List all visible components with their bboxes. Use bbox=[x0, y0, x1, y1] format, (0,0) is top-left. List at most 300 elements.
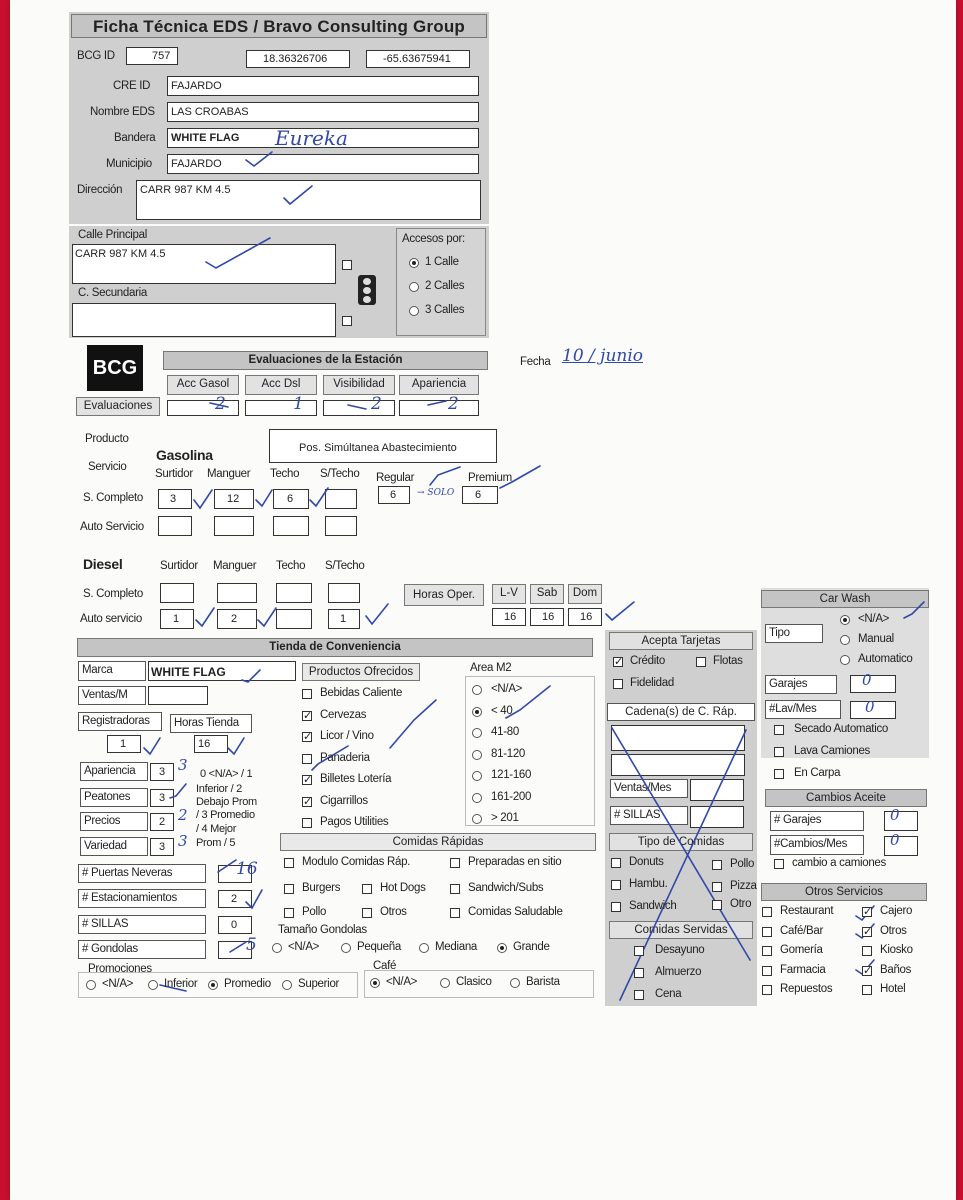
comida-otros-checkbox[interactable] bbox=[362, 908, 372, 918]
otros-repuestos-label: Repuestos bbox=[780, 983, 833, 995]
gondolas-label: # Gondolas bbox=[78, 940, 206, 959]
marca-field[interactable] bbox=[148, 661, 296, 681]
horas-dom-field[interactable] bbox=[568, 608, 602, 626]
bcg-id-value: 757 bbox=[152, 50, 171, 62]
regular-label: Regular bbox=[376, 472, 415, 484]
tipo-sandwich-checkbox[interactable] bbox=[611, 902, 621, 912]
tipo-otro-checkbox[interactable] bbox=[712, 900, 722, 910]
bcg-id-field[interactable] bbox=[126, 47, 178, 65]
calle-secundaria-label: C. Secundaria bbox=[78, 287, 147, 299]
area-option-7: > 201 bbox=[491, 812, 519, 824]
camiones-checkbox[interactable] bbox=[774, 859, 784, 869]
otros-caf-bar-checkbox[interactable] bbox=[762, 927, 772, 937]
tipo-donuts-label: Donuts bbox=[629, 856, 664, 868]
flotas-label: Flotas bbox=[713, 655, 743, 667]
tarjetas-header: Acepta Tarjetas bbox=[609, 632, 753, 650]
carwash-option-3: Automatico bbox=[858, 653, 913, 665]
comida-comidas-saludable-checkbox[interactable] bbox=[450, 908, 460, 918]
comida-modulo-comidas-r-p-label: Modulo Comidas Ráp. bbox=[302, 856, 411, 868]
peatones-label: Peatones bbox=[80, 788, 148, 807]
diesel-col-stecho: S/Techo bbox=[325, 560, 365, 572]
fidelidad-checkbox[interactable] bbox=[613, 679, 623, 689]
comida-hot-dogs-checkbox[interactable] bbox=[362, 884, 372, 894]
otros-kiosko-label: Kiosko bbox=[880, 944, 913, 956]
flotas-checkbox[interactable] bbox=[696, 657, 706, 667]
comida-otros-label: Otros bbox=[380, 906, 407, 918]
tipo-pizza-checkbox[interactable] bbox=[712, 882, 722, 892]
servida-cena-label: Cena bbox=[655, 988, 682, 1000]
diesel-techo-field[interactable] bbox=[276, 583, 312, 603]
estacionamientos-value: 2 bbox=[231, 893, 238, 905]
horas-dom-value: 16 bbox=[580, 611, 593, 623]
gas-stecho-field[interactable] bbox=[325, 489, 357, 509]
calle-principal-field[interactable] bbox=[72, 244, 336, 284]
regular-field[interactable] bbox=[378, 486, 410, 504]
gas-manguer-value: 12 bbox=[227, 493, 240, 505]
registradoras-field[interactable] bbox=[107, 735, 141, 753]
tipo-hambu-checkbox[interactable] bbox=[611, 880, 621, 890]
check-mark bbox=[390, 700, 436, 748]
municipio-value: FAJARDO bbox=[171, 158, 222, 170]
producto-billetes-loter-a-label: Billetes Lotería bbox=[320, 773, 392, 785]
cadenas-field-1[interactable] bbox=[611, 725, 745, 751]
area-radio-3[interactable] bbox=[472, 728, 482, 738]
tamano-option-4: Grande bbox=[513, 941, 550, 953]
fecha-value: 10 / junio bbox=[562, 346, 644, 366]
check-mark bbox=[366, 604, 388, 624]
otros-ba-os-checkbox[interactable]: ✓ bbox=[863, 964, 873, 977]
gas-surtidor-field[interactable] bbox=[158, 489, 192, 509]
premium-value: 6 bbox=[475, 489, 482, 501]
area-radio-4[interactable] bbox=[472, 750, 482, 760]
servida-desayuno-label: Desayuno bbox=[655, 944, 705, 956]
diesel-auto-techo-field[interactable] bbox=[276, 609, 312, 629]
diesel-auto-manguer-field[interactable] bbox=[217, 609, 257, 629]
area-radio-1[interactable] bbox=[472, 685, 482, 695]
horas-sab-field[interactable] bbox=[530, 608, 564, 626]
tamano-option-3: Mediana bbox=[435, 941, 478, 953]
carwash-en-carpa-label: En Carpa bbox=[794, 767, 841, 779]
gasolina-heading: Gasolina bbox=[156, 447, 213, 463]
apariencia-field[interactable] bbox=[150, 763, 174, 781]
gondolas-value: 5 bbox=[246, 935, 257, 955]
evaluaciones-button[interactable]: Evaluaciones bbox=[76, 397, 160, 416]
producto-licor-vino-checkbox[interactable]: ✓ bbox=[303, 731, 313, 743]
diesel-surtidor-field[interactable] bbox=[160, 583, 194, 603]
diesel-s-completo-label: S. Completo bbox=[83, 588, 143, 600]
bandera-value: WHITE FLAG bbox=[171, 132, 240, 144]
calle-principal-value: CARR 987 KM 4.5 bbox=[75, 248, 166, 260]
calle-secundaria-field[interactable] bbox=[72, 303, 336, 337]
otros-cajero-label: Cajero bbox=[880, 905, 913, 917]
gas-col-manguer: Manguer bbox=[207, 468, 251, 480]
check-mark bbox=[194, 490, 212, 508]
horas-lv-value: 16 bbox=[504, 611, 517, 623]
eval-visibilidad-value: 2 bbox=[371, 394, 382, 414]
carwash-lava-camiones-checkbox[interactable] bbox=[774, 747, 784, 757]
peatones-value: 3 bbox=[159, 792, 166, 804]
carwash-garajes-field[interactable] bbox=[850, 675, 896, 693]
check-mark bbox=[256, 490, 272, 506]
gas-auto-manguer-field[interactable] bbox=[214, 516, 254, 536]
area-option-4: 81-120 bbox=[491, 747, 526, 760]
servida-cena-checkbox[interactable] bbox=[634, 990, 644, 1000]
sillas-field[interactable] bbox=[218, 916, 252, 934]
cafe-option-1: <N/A> bbox=[386, 976, 418, 988]
area-radio-7[interactable] bbox=[472, 814, 482, 824]
gas-col-stecho: S/Techo bbox=[320, 468, 360, 480]
gas-manguer-field[interactable] bbox=[214, 489, 254, 509]
comida-sandwich-subs-checkbox[interactable] bbox=[450, 884, 460, 894]
cafe-option-2: Clasico bbox=[456, 976, 492, 988]
cambios-garajes-value: 0 bbox=[890, 806, 900, 824]
otros-repuestos-checkbox[interactable] bbox=[762, 985, 772, 995]
otros-header: Otros Servicios bbox=[761, 883, 927, 901]
sillas-label: # SILLAS bbox=[78, 915, 206, 934]
producto-licor-vino-label: Licor / Vino bbox=[320, 730, 374, 742]
cambios-garajes-label: # Garajes bbox=[770, 811, 864, 831]
regular-value: 6 bbox=[390, 489, 397, 501]
gas-auto-stecho-field[interactable] bbox=[325, 516, 357, 536]
cre-id-label: CRE ID bbox=[113, 80, 151, 92]
gas-techo-field[interactable] bbox=[273, 489, 309, 509]
promo-option-1: <N/A> bbox=[102, 978, 134, 990]
lav-mes-value: 0 bbox=[865, 698, 875, 716]
gas-auto-surtidor-field[interactable] bbox=[158, 516, 192, 536]
diesel-heading: Diesel bbox=[83, 556, 123, 572]
evaluaciones-title: Evaluaciones de la Estación bbox=[163, 351, 488, 370]
longitude-field[interactable] bbox=[366, 50, 470, 68]
cambios-mes-value: 0 bbox=[890, 831, 900, 849]
eval-visibilidad-field[interactable] bbox=[323, 400, 395, 416]
premium-field[interactable] bbox=[462, 486, 498, 504]
otros-otros-label: Otros bbox=[880, 924, 907, 937]
promo-radio-3[interactable] bbox=[208, 980, 218, 990]
fecha-label: Fecha bbox=[520, 356, 551, 368]
servida-almuerzo-checkbox[interactable] bbox=[634, 968, 644, 978]
otros-hotel-checkbox[interactable] bbox=[862, 985, 872, 995]
comidas-servidas-header: Comidas Servidas bbox=[609, 921, 753, 939]
check-mark bbox=[228, 738, 244, 754]
producto-cervezas-label: Cervezas bbox=[320, 708, 367, 721]
carwash-radio-1[interactable] bbox=[840, 615, 850, 625]
form-title: Ficha Técnica EDS / Bravo Consulting Group bbox=[71, 14, 487, 38]
carwash-tipo-label: Tipo bbox=[765, 624, 823, 643]
check-mark bbox=[144, 738, 160, 754]
cadenas-header: Cadena(s) de C. Ráp. bbox=[607, 703, 755, 721]
gas-surtidor-value: 3 bbox=[170, 493, 177, 505]
diesel-col-surtidor: Surtidor bbox=[160, 560, 198, 572]
cadenas-field-2[interactable] bbox=[611, 754, 745, 776]
otros-cajero-checkbox[interactable]: ✓ bbox=[863, 906, 873, 918]
carwash-radio-3[interactable] bbox=[840, 655, 850, 665]
apariencia-handwritten: 3 bbox=[178, 756, 188, 774]
lav-mes-label: #Lav/Mes bbox=[765, 700, 841, 719]
cafe-label: Café bbox=[373, 960, 397, 972]
carwash-garajes-label: Garajes bbox=[765, 675, 837, 694]
promo-option-3: Promedio bbox=[224, 978, 271, 990]
tipo-otro-label: Otro bbox=[730, 898, 752, 910]
puertas-value: 16 bbox=[236, 859, 258, 879]
carwash-en-carpa-checkbox[interactable] bbox=[774, 769, 784, 779]
promo-option-2: Inferior bbox=[164, 978, 198, 990]
eval-acc-dsl-field[interactable] bbox=[245, 400, 317, 416]
otros-ba-os-label: Baños bbox=[880, 963, 912, 976]
gas-col-techo: Techo bbox=[270, 468, 300, 480]
tarjetas-sillas-label: # SILLAS bbox=[610, 806, 688, 825]
productos-header: Productos Ofrecidos bbox=[302, 663, 420, 681]
direccion-label: Dirección bbox=[77, 184, 123, 196]
diesel-auto-manguer-value: 2 bbox=[231, 613, 238, 625]
gas-auto-techo-field[interactable] bbox=[273, 516, 309, 536]
accesos-radio-1[interactable] bbox=[409, 258, 419, 268]
bandera-handwritten: Eureka bbox=[275, 126, 348, 150]
carwash-secado-automatico-checkbox[interactable] bbox=[774, 725, 784, 735]
check-mark bbox=[430, 467, 460, 485]
latitude-field[interactable] bbox=[246, 50, 350, 68]
comida-pollo-label: Pollo bbox=[302, 906, 327, 918]
cafe-radio-1[interactable] bbox=[370, 978, 380, 988]
eval-col-acc-dsl: Acc Dsl bbox=[245, 375, 317, 395]
carwash-header: Car Wash bbox=[761, 590, 929, 608]
cambios-mes-label: #Cambios/Mes bbox=[770, 835, 864, 855]
area-radio-5[interactable] bbox=[472, 771, 482, 781]
eval-apariencia-field[interactable] bbox=[399, 400, 479, 416]
horas-tienda-value: 16 bbox=[198, 738, 211, 750]
accesos-label: Accesos por: bbox=[402, 233, 465, 245]
producto-panaderia-label: Panaderia bbox=[320, 751, 370, 764]
accesos-option-1: 1 Calle bbox=[425, 256, 459, 268]
scale-line-4: / 3 Promedio bbox=[196, 809, 255, 821]
cambios-header: Cambios Aceite bbox=[765, 789, 927, 807]
servida-almuerzo-label: Almuerzo bbox=[655, 966, 702, 978]
nombre-value: LAS CROABAS bbox=[171, 106, 249, 118]
horas-oper-button[interactable]: Horas Oper. bbox=[404, 584, 484, 606]
registradoras-label: Registradoras bbox=[78, 712, 162, 731]
nombre-label: Nombre EDS bbox=[90, 106, 155, 118]
comida-sandwich-subs-label: Sandwich/Subs bbox=[468, 882, 544, 894]
cafe-radio-3[interactable] bbox=[510, 978, 520, 988]
area-label: Area M2 bbox=[470, 662, 512, 674]
horas-sab-value: 16 bbox=[542, 611, 555, 623]
credito-checkbox[interactable]: ✓ bbox=[614, 656, 624, 668]
comida-burgers-checkbox[interactable] bbox=[284, 884, 294, 894]
tamano-option-1: <N/A> bbox=[288, 941, 320, 953]
producto-bebidas-caliente-checkbox[interactable] bbox=[302, 689, 312, 699]
servida-desayuno-checkbox[interactable] bbox=[634, 946, 644, 956]
area-option-2: < 40 bbox=[491, 704, 513, 717]
comida-preparadas-en-sitio-label: Preparadas en sitio bbox=[468, 856, 562, 868]
variedad-handwritten: 3 bbox=[178, 832, 188, 850]
producto-pagos-utilities-label: Pagos Utilities bbox=[320, 816, 389, 828]
accesos-option-2: 2 Calles bbox=[425, 280, 465, 292]
producto-pagos-utilities-checkbox[interactable] bbox=[302, 818, 312, 828]
carwash-radio-2[interactable] bbox=[840, 635, 850, 645]
accesos-radio-2[interactable] bbox=[409, 282, 419, 292]
otros-kiosko-checkbox[interactable] bbox=[862, 946, 872, 956]
tipo-comidas-header: Tipo de Comidas bbox=[609, 833, 753, 851]
area-radio-6[interactable] bbox=[472, 793, 482, 803]
area-radio-2[interactable] bbox=[472, 707, 482, 717]
diesel-stecho-field[interactable] bbox=[328, 583, 360, 603]
peatones-field[interactable] bbox=[150, 789, 174, 807]
apariencia-value: 3 bbox=[159, 766, 166, 778]
scale-line-2: Inferior / 2 bbox=[196, 783, 242, 795]
diesel-auto-surtidor-field[interactable] bbox=[160, 609, 194, 629]
horas-tienda-label: Horas Tienda bbox=[170, 714, 252, 733]
horas-col-sab: Sab bbox=[530, 584, 564, 604]
comida-preparadas-en-sitio-checkbox[interactable] bbox=[450, 858, 460, 868]
ventas-mes-field[interactable] bbox=[690, 779, 744, 801]
calle-principal-label: Calle Principal bbox=[78, 229, 148, 241]
producto-billetes-loter-a-checkbox[interactable]: ✓ bbox=[303, 774, 313, 786]
tipo-hambu-label: Hambu. bbox=[629, 878, 668, 890]
carwash-secado-automatico-label: Secado Automatico bbox=[794, 723, 888, 735]
carwash-option-2: Manual bbox=[858, 633, 894, 645]
credito-label: Crédito bbox=[630, 655, 665, 667]
servicio-label: Servicio bbox=[88, 461, 127, 473]
cafe-option-3: Barista bbox=[526, 976, 560, 988]
estacionamientos-field[interactable] bbox=[218, 890, 252, 908]
eval-col-visibilidad: Visibilidad bbox=[323, 375, 395, 395]
tienda-title: Tienda de Conveniencia bbox=[77, 638, 593, 657]
tamano-radio-n-a[interactable] bbox=[272, 943, 282, 953]
marca-label: Marca bbox=[78, 661, 146, 681]
otros-restaurant-label: Restaurant bbox=[780, 905, 834, 917]
tipo-pollo-label: Pollo bbox=[730, 858, 755, 870]
auto-servicio-label: Auto Servicio bbox=[80, 521, 144, 533]
tipo-donuts-checkbox[interactable] bbox=[611, 858, 621, 868]
horas-lv-field[interactable] bbox=[492, 608, 526, 626]
producto-label: Producto bbox=[85, 433, 129, 445]
bcg-logo: BCG bbox=[87, 345, 143, 391]
cre-id-field[interactable] bbox=[167, 76, 479, 96]
horas-tienda-field[interactable] bbox=[194, 735, 228, 753]
calle-principal-checkbox[interactable] bbox=[342, 260, 352, 270]
eval-col-apariencia: Apariencia bbox=[399, 375, 479, 395]
precios-label: Precios bbox=[80, 812, 148, 831]
diesel-col-manguer: Manguer bbox=[213, 560, 257, 572]
ventas-m-field[interactable] bbox=[148, 686, 208, 705]
tipo-pizza-label: Pizza bbox=[730, 880, 757, 892]
scale-line-1: 0 <N/A> / 1 bbox=[200, 768, 253, 780]
municipio-label: Municipio bbox=[106, 158, 152, 170]
otros-otros-checkbox[interactable]: ✓ bbox=[863, 925, 873, 938]
solo-handwritten: → SOLO bbox=[417, 488, 455, 498]
diesel-manguer-field[interactable] bbox=[217, 583, 257, 603]
promo-radio-2[interactable] bbox=[148, 980, 158, 990]
paper-sheet bbox=[10, 0, 956, 1200]
tipo-sandwich-label: Sandwich bbox=[629, 900, 677, 912]
accesos-option-3: 3 Calles bbox=[425, 304, 465, 316]
otros-restaurant-checkbox[interactable] bbox=[762, 907, 772, 917]
municipio-field[interactable] bbox=[167, 154, 479, 174]
otros-farmacia-checkbox[interactable] bbox=[762, 966, 772, 976]
scale-line-6: Prom / 5 bbox=[196, 837, 236, 849]
tamano-radio-peque-a[interactable] bbox=[341, 943, 351, 953]
scale-line-5: / 4 Mejor bbox=[196, 823, 237, 835]
eval-acc-gasol-field[interactable] bbox=[167, 400, 239, 416]
pos-simultanea-box bbox=[269, 429, 497, 463]
otros-hotel-label: Hotel bbox=[880, 983, 906, 995]
otros-gomer-a-checkbox[interactable] bbox=[762, 946, 772, 956]
variedad-field[interactable] bbox=[150, 838, 174, 856]
camiones-label: cambio a camiones bbox=[792, 857, 886, 869]
accesos-radio-3[interactable] bbox=[409, 306, 419, 316]
carwash-option-1: <N/A> bbox=[858, 613, 890, 625]
horas-col-lv: L-V bbox=[492, 584, 526, 604]
producto-cigarrillos-checkbox[interactable]: ✓ bbox=[303, 795, 313, 808]
nombre-field[interactable] bbox=[167, 102, 479, 122]
bandera-label: Bandera bbox=[114, 132, 156, 144]
eval-col-acc-gasol: Acc Gasol bbox=[167, 375, 239, 395]
precios-value: 2 bbox=[159, 816, 166, 828]
direccion-field[interactable] bbox=[136, 180, 481, 220]
gas-col-surtidor: Surtidor bbox=[155, 468, 193, 480]
gas-techo-value: 6 bbox=[287, 493, 294, 505]
tamano-radio-grande[interactable] bbox=[497, 943, 507, 953]
registradoras-value: 1 bbox=[120, 738, 127, 750]
cre-id-value: FAJARDO bbox=[171, 80, 222, 92]
tipo-pollo-checkbox[interactable] bbox=[712, 860, 722, 870]
area-option-5: 121-160 bbox=[491, 769, 532, 781]
producto-cigarrillos-label: Cigarrillos bbox=[320, 794, 368, 807]
area-group bbox=[465, 676, 595, 826]
tamano-radio-mediana[interactable] bbox=[419, 943, 429, 953]
otros-farmacia-label: Farmacia bbox=[780, 963, 826, 976]
direccion-value: CARR 987 KM 4.5 bbox=[140, 184, 231, 196]
promo-radio-4[interactable] bbox=[282, 980, 292, 990]
apariencia-label: Apariencia bbox=[80, 762, 148, 781]
eval-apariencia-value: 2 bbox=[448, 394, 459, 414]
check-mark bbox=[196, 608, 214, 626]
estacionamientos-label: # Estacionamientos bbox=[78, 889, 206, 908]
comida-burgers-label: Burgers bbox=[302, 882, 341, 894]
scale-line-3: Debajo Prom bbox=[196, 796, 257, 808]
variedad-value: 3 bbox=[159, 841, 166, 853]
comida-comidas-saludable-label: Comidas Saludable bbox=[468, 906, 563, 918]
diesel-col-techo: Techo bbox=[276, 560, 306, 572]
promo-radio-1[interactable] bbox=[86, 980, 96, 990]
calle-secundaria-checkbox[interactable] bbox=[342, 316, 352, 326]
cafe-radio-2[interactable] bbox=[440, 978, 450, 988]
pos-simultanea-label: Pos. Simúltanea Abastecimiento bbox=[299, 442, 457, 454]
ventas-m-label: Ventas/M bbox=[78, 686, 146, 705]
traffic-light-icon bbox=[358, 275, 376, 305]
precios-field[interactable] bbox=[150, 813, 174, 831]
eval-acc-dsl-value: 1 bbox=[293, 394, 304, 414]
tarjetas-sillas-field[interactable] bbox=[690, 806, 744, 828]
s-completo-label: S. Completo bbox=[83, 492, 143, 504]
carwash-garajes-value: 0 bbox=[862, 671, 872, 689]
comida-modulo-comidas-r-p-checkbox[interactable] bbox=[284, 858, 294, 868]
fidelidad-label: Fidelidad bbox=[630, 677, 674, 689]
diesel-auto-surtidor-value: 1 bbox=[173, 613, 180, 625]
eval-acc-gasol-value: 2 bbox=[215, 394, 226, 414]
premium-label: Premium bbox=[468, 472, 512, 484]
comida-pollo-checkbox[interactable] bbox=[284, 908, 294, 918]
diesel-auto-stecho-field[interactable] bbox=[328, 609, 360, 629]
precios-handwritten: 2 bbox=[178, 806, 188, 824]
promo-option-4: Superior bbox=[298, 978, 340, 990]
producto-panaderia-checkbox[interactable] bbox=[302, 754, 312, 764]
producto-cervezas-checkbox[interactable]: ✓ bbox=[303, 709, 313, 722]
area-option-3: 41-80 bbox=[491, 726, 519, 738]
sillas-value: 0 bbox=[231, 919, 238, 931]
comidas-rapidas-header: Comidas Rápidas bbox=[280, 833, 596, 851]
horas-col-dom: Dom bbox=[568, 584, 602, 604]
area-option-1: <N/A> bbox=[491, 683, 523, 695]
